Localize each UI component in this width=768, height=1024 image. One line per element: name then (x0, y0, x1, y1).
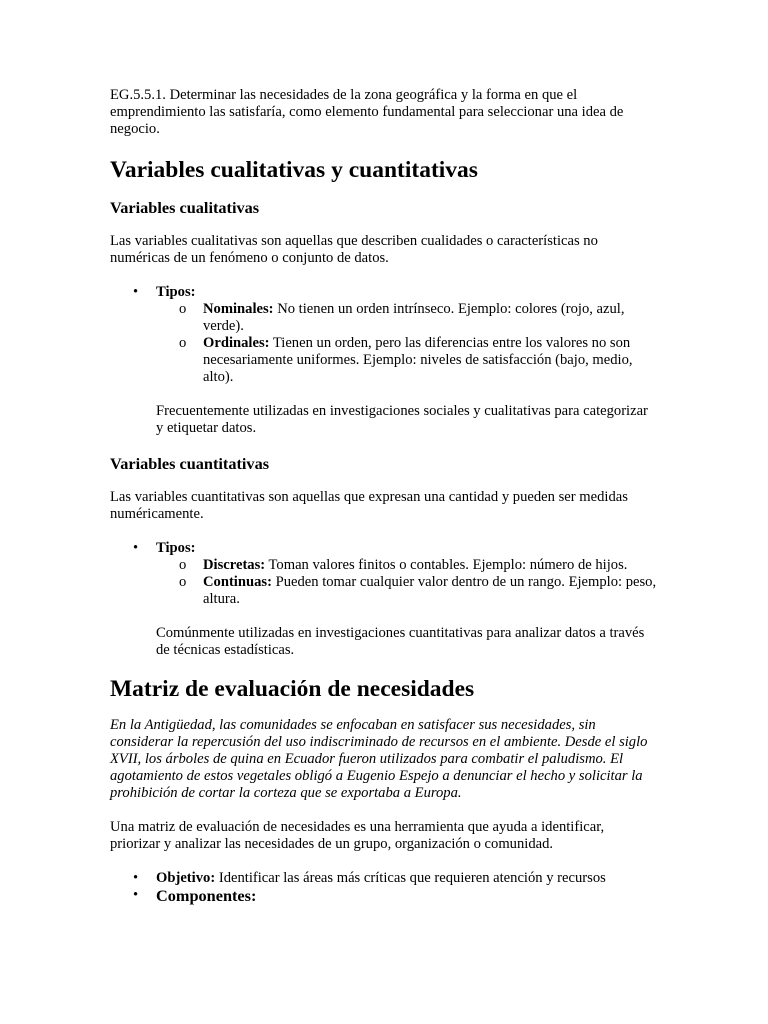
components-label: Componentes: (156, 886, 257, 905)
list-item (179, 301, 658, 335)
term-description: No tienen un orden intrínseco. Ejemplo: colores (rojo, azul, verde). (203, 301, 625, 334)
circle-bullet-icon: o (179, 335, 187, 351)
term-ordinales: Ordinales: (203, 335, 270, 351)
types-label: Tipos: (156, 284, 196, 300)
circle-bullet-icon: o (179, 557, 187, 573)
term-continuas: Continuas: (203, 574, 272, 590)
history-paragraph: En la Antigüedad, las comunidades se enfocaban en satisfacer sus necesidades, sin considerar la repercusión del uso indiscriminado de recursos en el ambiente. Desde el siglo XVII, los árboles de quina en Ecuador fueron utilizados para combatir el paludismo. El agotamiento de estos vegetales obligó a Eugenio Espejo a denunciar el hecho y solicitar la prohibición de cortar la corteza que se exportaba a Europa. (110, 717, 648, 801)
list-item (179, 557, 658, 574)
objective-text: Identificar las áreas más críticas que requieren atención y recursos (215, 870, 606, 886)
term-description: Toman valores finitos o contables. Ejemplo: número de hijos. (265, 557, 628, 573)
section-title-variables: Variables cualitativas y cuantitativas (110, 157, 478, 183)
list-item (133, 870, 658, 887)
quantitative-description: Las variables cuantitativas son aquellas que expresan una cantidad y pueden ser medidas numéricamente. (110, 489, 628, 522)
list-item (133, 284, 658, 386)
qualitative-subtypes-list (156, 301, 658, 386)
intro-paragraph: EG.5.5.1. Determinar las necesidades de la zona geográfica y la forma en que el emprendimiento las satisfaría, como elemento fundamental para seleccionar una idea de negocio. (110, 87, 624, 137)
quantitative-subtypes-list (156, 557, 658, 608)
quantitative-types-list (110, 540, 658, 608)
bullet-icon: • (133, 540, 139, 556)
qualitative-description: Las variables cualitativas son aquellas que describen cualidades o características no numéricas de un fenómeno o conjunto de datos. (110, 233, 598, 266)
types-label: Tipos: (156, 540, 196, 556)
list-item (133, 886, 658, 906)
subsection-title-quantitative: Variables cuantitativas (110, 454, 270, 473)
qualitative-note: Frecuentemente utilizadas en investigaciones sociales y cualitativas para categorizar y etiquetar datos. (156, 403, 648, 436)
list-item (179, 335, 658, 386)
bullet-icon: • (133, 870, 139, 886)
bullet-icon: • (133, 284, 139, 300)
section-title-matrix: Matriz de evaluación de necesidades (110, 676, 475, 702)
matrix-description: Una matriz de evaluación de necesidades es una herramienta que ayuda a identificar, priorizar y analizar las necesidades de un grupo, organización o comunidad. (110, 819, 605, 852)
term-description: Tienen un orden, pero las diferencias entre los valores no son necesariamente uniformes. Ejemplo: niveles de satisfacción (bajo, medio, alto). (203, 335, 633, 385)
circle-bullet-icon: o (179, 301, 187, 317)
list-item (179, 574, 658, 608)
subsection-title-qualitative: Variables cualitativas (110, 198, 260, 217)
term-discretas: Discretas: (203, 557, 266, 573)
qualitative-types-list (110, 284, 658, 386)
list-item (133, 540, 658, 608)
objective-label: Objetivo: (156, 870, 216, 886)
term-description: Pueden tomar cualquier valor dentro de un rango. Ejemplo: peso, altura. (203, 574, 657, 607)
document-page (110, 87, 658, 923)
quantitative-note: Comúnmente utilizadas en investigaciones cuantitativas para analizar datos a través de técnicas estadísticas. (156, 625, 645, 658)
term-nominales: Nominales: (203, 301, 274, 317)
circle-bullet-icon: o (179, 574, 187, 590)
matrix-list (110, 870, 658, 906)
bullet-icon: • (133, 887, 139, 903)
